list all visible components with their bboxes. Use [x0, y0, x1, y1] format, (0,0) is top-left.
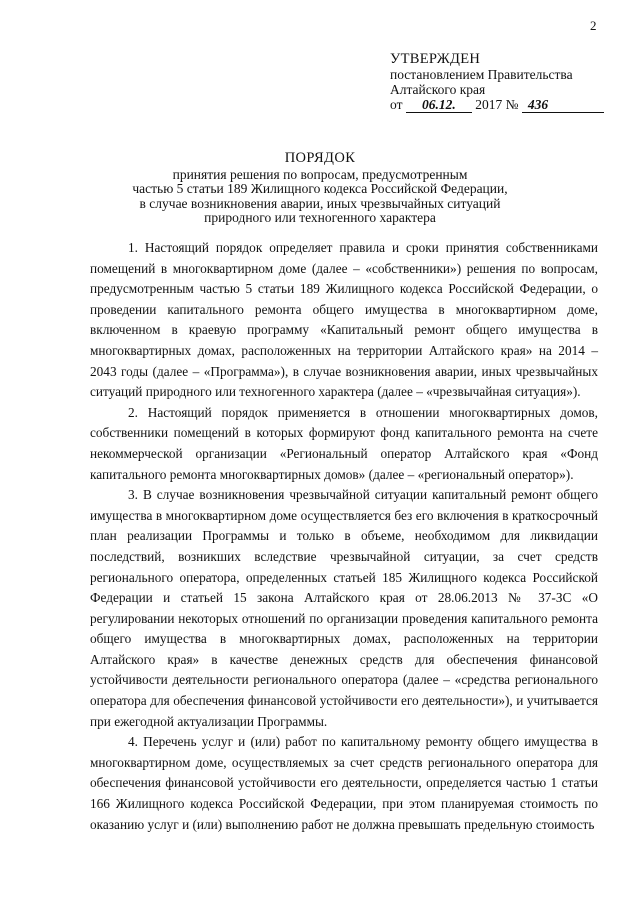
approval-line-2: Алтайского края	[390, 82, 486, 97]
document-title	[0, 151, 640, 226]
approval-stamp	[390, 52, 600, 113]
paragraph-2: 2. Настоящий порядок применяется в отношении многоквартирных домов, собственники помещений в которых формируют фонд капитального ремонта на счете некоммерческой организации «Региональный оператор Алтайского края «Фонд капитального ремонта многоквартирных домов» (далее – «региональный оператор»).	[90, 404, 598, 482]
paragraph-1: 1. Настоящий порядок определяет правила и сроки принятия собственниками помещений в многоквартирном доме (далее – «собственники») решения по вопросам, предусмотренным частью 5 статьи 189 Жилищного кодекса Российской Федерации, о проведении капитального ремонта общего имущества в многоквартирном доме, включенном в краевую программу «Капитальный ремонт общего имущества в многоквартирных домах, расположенных на территории Алтайского края» на 2014 – 2043 годы (далее – «Программа»), в случае возникновения аварии, иных чрезвычайных ситуаций природного или техногенного характера (далее – «чрезвычайная ситуация»).	[90, 240, 598, 400]
approval-heading: УТВЕРЖДЕН	[390, 51, 481, 67]
approval-line-1: постановлением Правительства	[390, 67, 573, 82]
page-number: 2	[590, 18, 597, 33]
date-prefix: от	[390, 97, 403, 112]
title-line: принятия решения по вопросам, предусмотренным	[172, 166, 468, 182]
title-line: природного или техногенного характера	[204, 210, 436, 225]
paragraph-4: 4. Перечень услуг и (или) работ по капитальному ремонту общего имущества в многоквартирном доме, осуществляемых за счет средств регионального оператора для обеспечения финансовой устойчивости его деятельности, определяется частью 1 статьи 166 Жилищного кодекса Российской Федерации, при этом планируемая стоимость по оказанию услуг и (или) выполнению работ не должна превышать предельную стоимость	[90, 734, 598, 832]
document-body	[90, 238, 598, 835]
approval-year: 2017 №	[475, 97, 519, 112]
title-main: ПОРЯДОК	[284, 150, 356, 166]
approval-date-line	[390, 97, 600, 113]
approval-number: 436	[522, 98, 604, 113]
paragraph-3: 3. В случае возникновения чрезвычайной ситуации капитальный ремонт общего имущества в многоквартирном доме осуществляется без его включения в краткосрочный план реализации Программы и только в объеме, необходимом для ликвидации последствий, возникших вследствие чрезвычайной ситуации, за счет средств регионального оператора, определенных статьей 185 Жилищного кодекса Российской Федерации и статьей 15 закона Алтайского края от 28.06.2013 № 37-ЗС «О регулировании некоторых отношений по организации проведения капитального ремонта общего имущества в многоквартирных домах, расположенных на территории Алтайского края» в качестве денежных средств для обеспечения финансовой устойчивости деятельности регионального оператора (далее – «средства регионального оператора для обеспечения финансовой устойчивости его деятельности»), и учитывается при ежегодной актуализации Программы.	[90, 487, 598, 729]
title-line: частью 5 статьи 189 Жилищного кодекса Российской Федерации,	[132, 181, 508, 196]
title-line: в случае возникновения аварии, иных чрезвычайных ситуаций	[139, 195, 501, 211]
approval-date: 06.12.	[406, 98, 472, 113]
